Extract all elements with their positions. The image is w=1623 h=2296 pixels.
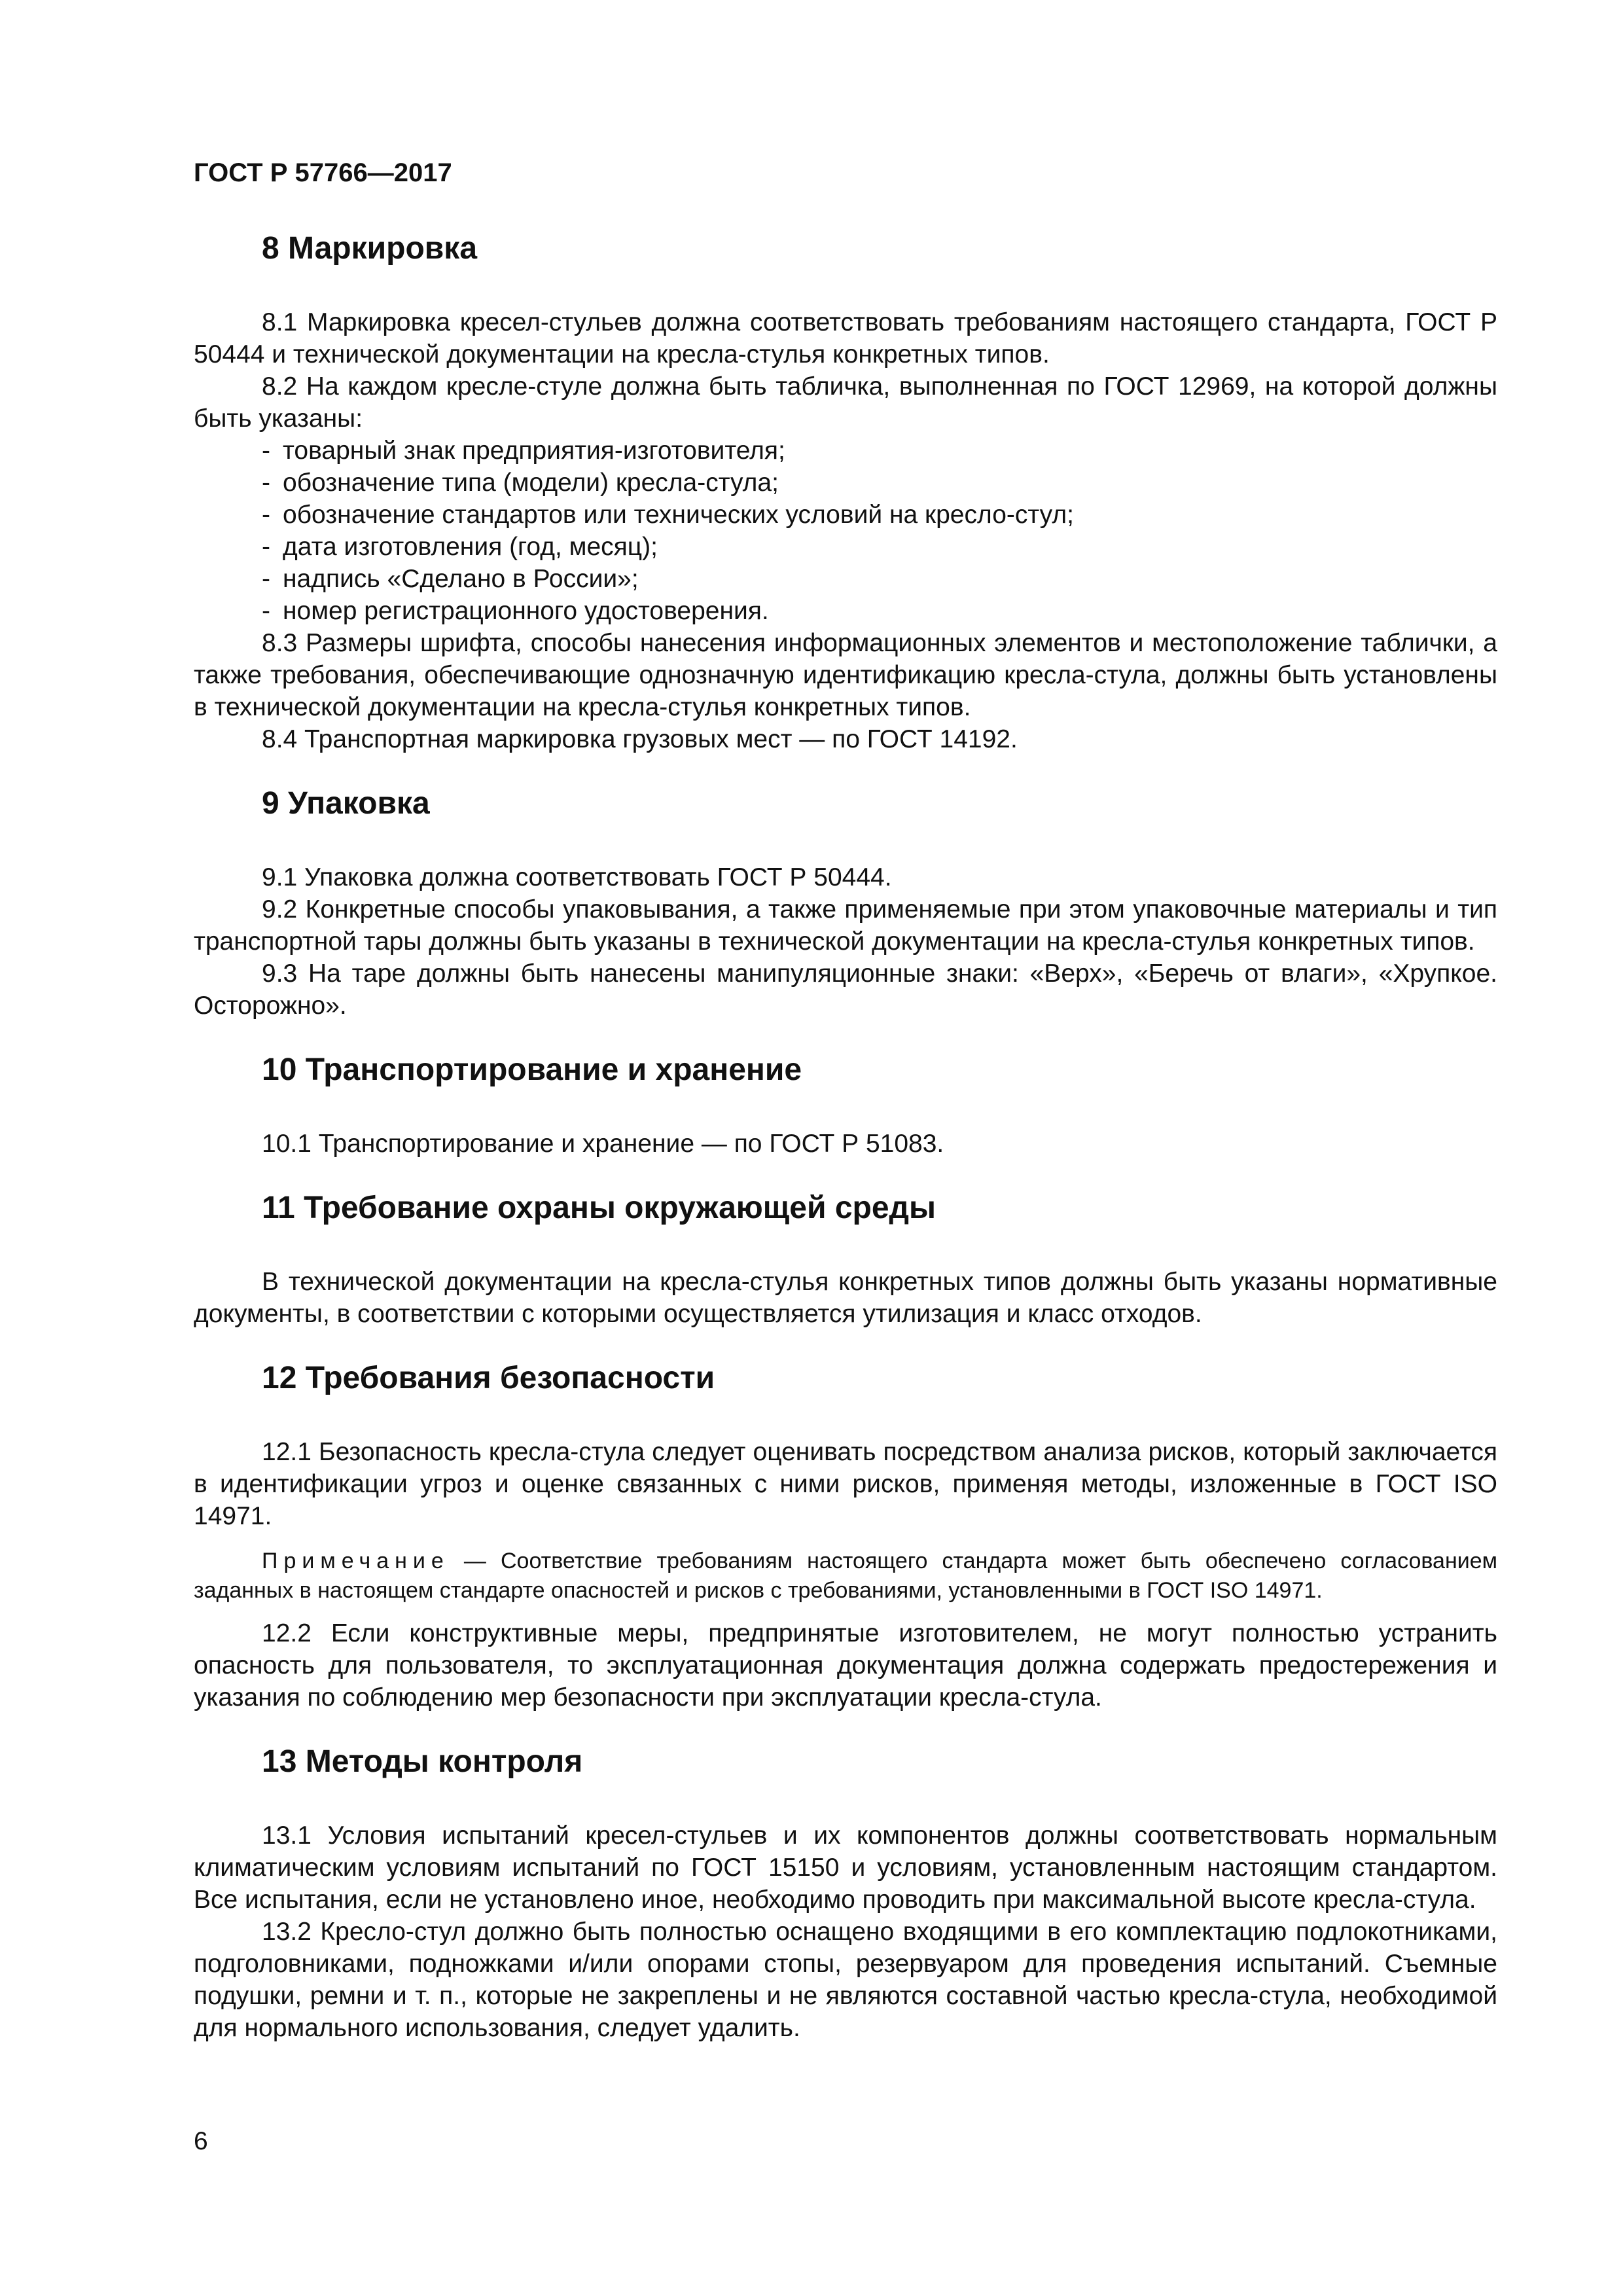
section-12-title: 12 Требования безопасности [262, 1361, 715, 1395]
paragraph-8-2: 8.2 На каждом кресле-стуле должна быть табличка, выполненная по ГОСТ 12969, на которой должны быть указаны: [194, 372, 1497, 433]
paragraph-8-3: 8.3 Размеры шрифта, способы нанесения информационных элементов и местоположение таблички, а также требования, обеспечивающие однозначную идентификацию кресла-стула, должны быть установлены в технической документации на кресла-стулья конкретных типов. [194, 629, 1497, 721]
paragraph-9-1: 9.1 Упаковка должна соответствовать ГОСТ Р 50444. [262, 863, 892, 891]
section-13-title: 13 Методы контроля [262, 1744, 583, 1779]
list-item-text: номер регистрационного удостоверения. [283, 597, 769, 625]
section-11-title: 11 Требование охраны окружающей среды [262, 1191, 936, 1225]
paragraph-9-3: 9.3 На таре должны быть нанесены манипуляционные знаки: «Верх», «Беречь от влаги», «Хрупкое. Осторожно». [194, 960, 1497, 1020]
paragraph-12-2: 12.2 Если конструктивные меры, предпринятые изготовителем, не могут полностью устранить опасность для пользователя, то эксплуатационная документация должна содержать предостережения и указания по соблюдению мер безопасности при эксплуатации кресла-стула. [194, 1619, 1497, 1712]
paragraph-13-1: 13.1 Условия испытаний кресел-стульев и их компонентов должны соответствовать нормальным климатическим условиям испытаний по ГОСТ 15150 и условиям, установленным настоящим стандартом. Все испытания, если не установлено иное, необходимо проводить при максимальной высоте кресла-стула. [194, 1821, 1497, 1914]
section-8-title: 8 Маркировка [262, 231, 478, 266]
paragraph-9-2: 9.2 Конкретные способы упаковывания, а также применяемые при этом упаковочные материалы и тип транспортной тары должны быть указаны в технической документации на кресла-стулья конкретных типов. [194, 895, 1497, 956]
list-item: - дата изготовления (год, месяц); [262, 533, 658, 561]
list-item-text: обозначение стандартов или технических условий на кресло-стул; [283, 501, 1074, 529]
list-item: - надпись «Сделано в России»; [262, 565, 639, 593]
list-item: - товарный знак предприятия-изготовителя; [262, 437, 785, 465]
paragraph-13-2: 13.2 Кресло-стул должно быть полностью оснащено входящими в его комплектацию подлокотниками, подголовниками, подножками и/или опорами стопы, резервуаром для проведения испытаний. Съемные подушки, ремни и т. п., которые не закреплены и не являются составной частью кресла-стула, необходимой для нормального использования, следует удалить. [194, 1918, 1497, 2042]
list-item: - обозначение стандартов или технических условий на кресло-стул; [262, 501, 1074, 529]
list-item: - обозначение типа (модели) кресла-стула; [262, 469, 779, 497]
list-item-text: дата изготовления (год, месяц); [283, 533, 658, 561]
note-label: Примечание [262, 1549, 450, 1573]
note [194, 1547, 1497, 1605]
paragraph-8-1: 8.1 Маркировка кресел-стульев должна соответствовать требованиям настоящего стандарта, ГОСТ Р 50444 и технической документации на кресла-стулья конкретных типов. [194, 308, 1497, 368]
paragraph-11-1: В технической документации на кресла-стулья конкретных типов должны быть указаны нормативные документы, в соответствии с которыми осуществляется утилизация и класс отходов. [194, 1268, 1497, 1328]
section-9-title: 9 Упаковка [262, 786, 430, 821]
list-item-text: обозначение типа (модели) кресла-стула; [283, 469, 779, 497]
list-item-text: товарный знак предприятия-изготовителя; [283, 437, 785, 465]
list-item-text: надпись «Сделано в России»; [283, 565, 639, 593]
paragraph-10-1: 10.1 Транспортирование и хранение — по ГОСТ Р 51083. [262, 1130, 944, 1158]
document-page [194, 157, 1497, 2044]
note-text: — Соответствие требованиям настоящего стандарта может быть обеспечено согласованием заданных в настоящем стандарте опасностей и рисков с требованиями, установленными в ГОСТ ISO 14971. [194, 1549, 1497, 1603]
page-number: 6 [194, 2127, 208, 2155]
section-10-title: 10 Транспортирование и хранение [262, 1052, 802, 1087]
document-id: ГОСТ Р 57766—2017 [194, 158, 452, 187]
list-item: - номер регистрационного удостоверения. [262, 597, 769, 625]
paragraph-8-4: 8.4 Транспортная маркировка грузовых мест — по ГОСТ 14192. [262, 725, 1018, 753]
paragraph-12-1: 12.1 Безопасность кресла-стула следует оценивать посредством анализа рисков, который заключается в идентификации угроз и оценке связанных с ними рисков, применяя методы, изложенные в ГОСТ ISO 14971. [194, 1438, 1497, 1530]
